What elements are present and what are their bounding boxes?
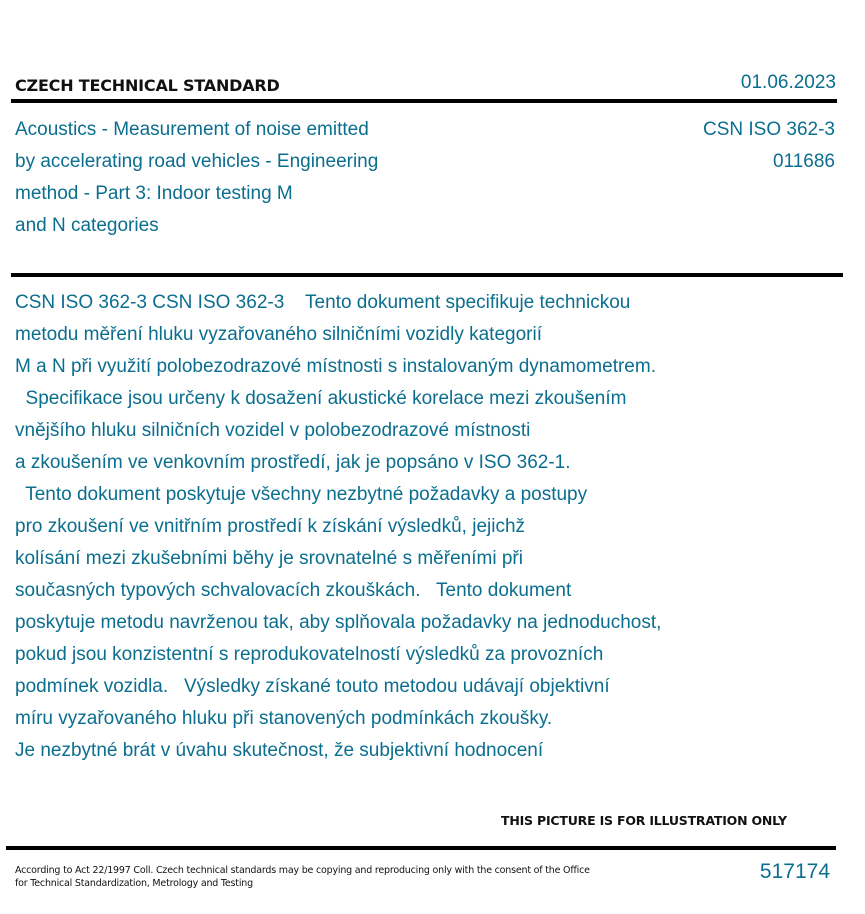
abstract-line: metodu měření hluku vyzařovaného silničními vozidly kategorií [15, 324, 542, 345]
document-title [15, 114, 445, 242]
abstract-line: podmínek vozidla. Výsledky získané touto metodou udávají objektivní [15, 676, 610, 697]
abstract-line: pokud jsou konzistentní s reprodukovatelností výsledků za provozních [15, 644, 604, 665]
abstract-line: M a N při využití polobezodrazové místnosti s instalovaným dynamometrem. [15, 356, 656, 377]
middle-divider [11, 273, 843, 277]
publication-date: 01.06.2023 [740, 72, 836, 93]
illustration-note: THIS PICTURE IS FOR ILLUSTRATION ONLY [501, 813, 787, 828]
abstract-line: Specifikace jsou určeny k dosažení akustické korelace mezi zkoušením [15, 388, 627, 409]
title-line: method - Part 3: Indoor testing M [15, 183, 293, 204]
title-line: Acoustics - Measurement of noise emitted [15, 119, 369, 140]
abstract-line: vnějšího hluku silničních vozidel v polobezodrazové místnosti [15, 420, 531, 441]
legal-line: for Technical Standardization, Metrology and Testing [15, 878, 253, 889]
top-divider [11, 99, 837, 103]
title-line: and N categories [15, 215, 159, 236]
catalog-number: 011686 [773, 151, 835, 172]
abstract-line: poskytuje metodu navrženou tak, aby splňovala požadavky na jednoduchost, [15, 612, 662, 633]
legal-notice [15, 864, 595, 890]
document-abstract [15, 287, 760, 767]
abstract-line: pro zkoušení ve vnitřním prostředí k získání výsledků, jejichž [15, 516, 526, 537]
standard-code: CSN ISO 362-3 [703, 119, 835, 140]
abstract-line: CSN ISO 362-3 CSN ISO 362-3 Tento dokument specifikuje technickou [15, 292, 631, 313]
abstract-line: míru vyzařovaného hluku při stanovených podmínkách zkoušky. [15, 708, 553, 729]
abstract-line: Tento dokument poskytuje všechny nezbytné požadavky a postupy [15, 484, 588, 505]
abstract-line: Je nezbytné brát v úvahu skutečnost, že subjektivní hodnocení [15, 740, 544, 761]
abstract-line: současných typových schvalovacích zkouškách. Tento dokument [15, 580, 572, 601]
legal-line: According to Act 22/1997 Coll. Czech technical standards may be copying and reproducing only with the consent of the Office [15, 865, 590, 876]
title-line: by accelerating road vehicles - Engineering [15, 151, 379, 172]
document-identifiers [703, 114, 835, 178]
abstract-line: kolísání mezi zkušebními běhy je srovnatelné s měřeními při [15, 548, 523, 569]
abstract-line: a zkoušením ve venkovním prostředí, jak je popsáno v ISO 362-1. [15, 452, 571, 473]
bottom-divider [6, 846, 836, 850]
document-number: 517174 [759, 860, 830, 883]
standard-label: CZECH TECHNICAL STANDARD [15, 76, 280, 95]
